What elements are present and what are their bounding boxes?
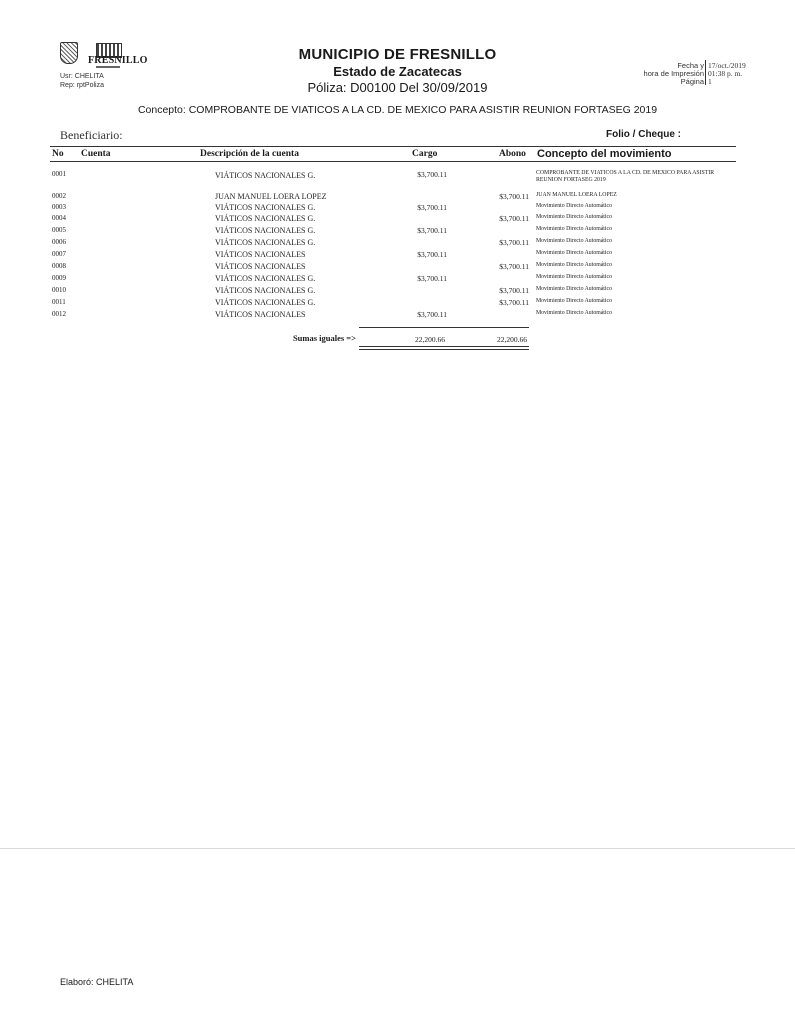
- table-row: [0, 286, 795, 297]
- row-cargo: $3,700.11: [417, 226, 447, 235]
- row-cargo: $3,700.11: [417, 170, 447, 179]
- meta-value-hora: 01:38 p. m.: [708, 69, 743, 78]
- row-concepto: Movimiento Directo Automático: [536, 310, 612, 316]
- row-no: 0003: [52, 203, 66, 211]
- row-descripcion: VIÁTICOS NACIONALES: [215, 310, 306, 319]
- row-descripcion: VIÁTICOS NACIONALES G.: [215, 214, 316, 223]
- row-concepto: JUAN MANUEL LOERA LOPEZ: [536, 192, 617, 198]
- row-cargo: $3,700.11: [417, 310, 447, 319]
- row-concepto: COMPROBANTE DE VIATICOS A LA CD. DE MEXICO PARA ASISTIR REUNION FORTASEG 2019: [536, 170, 715, 183]
- table-row: [0, 298, 795, 309]
- row-descripcion: VIÁTICOS NACIONALES: [215, 262, 306, 271]
- sum-double-rule-1: [359, 346, 529, 347]
- column-header-descripcion: Descripción de la cuenta: [200, 149, 299, 159]
- row-no: 0002: [52, 192, 66, 200]
- total-cargo: 22,200.66: [415, 335, 445, 344]
- row-no: 0007: [52, 250, 66, 258]
- row-concepto: Movimiento Directo Automático: [536, 214, 612, 220]
- meta-label-fecha: Fecha y: [677, 61, 704, 70]
- column-header-abono: Abono: [499, 149, 526, 159]
- row-descripcion: VIÁTICOS NACIONALES G.: [215, 226, 316, 235]
- row-cargo: $3,700.11: [417, 274, 447, 283]
- meta-value-fecha: 17/oct./2019: [708, 61, 746, 70]
- table-row: [0, 250, 795, 261]
- page-subtitle: Estado de Zacatecas: [333, 64, 462, 79]
- table-row: [0, 214, 795, 225]
- row-cargo: $3,700.11: [417, 203, 447, 212]
- row-descripcion: VIÁTICOS NACIONALES G.: [215, 274, 316, 283]
- row-abono: $3,700.11: [499, 262, 529, 271]
- row-abono: $3,700.11: [499, 192, 529, 201]
- row-abono: $3,700.11: [499, 298, 529, 307]
- row-abono: $3,700.11: [499, 214, 529, 223]
- table-row: [0, 226, 795, 237]
- report-label: Rep: rptPoliza: [60, 82, 104, 89]
- row-descripcion: VIÁTICOS NACIONALES G.: [215, 286, 316, 295]
- table-top-rule: [50, 146, 736, 147]
- row-descripcion: VIÁTICOS NACIONALES: [215, 250, 306, 259]
- row-abono: $3,700.11: [499, 238, 529, 247]
- column-header-no: No: [52, 149, 64, 159]
- row-concepto: Movimiento Directo Automático: [536, 226, 612, 232]
- table-row: [0, 274, 795, 285]
- row-cargo: $3,700.11: [417, 250, 447, 259]
- table-row: [0, 310, 795, 321]
- footer-rule: [0, 848, 795, 849]
- row-no: 0010: [52, 286, 66, 294]
- column-header-concepto: Concepto del movimiento: [537, 148, 672, 160]
- row-descripcion: VIÁTICOS NACIONALES G.: [215, 203, 316, 212]
- poliza-number: Póliza: D00100 Del 30/09/2019: [307, 80, 488, 95]
- row-concepto: Movimiento Directo Automático: [536, 250, 612, 256]
- row-concepto: Movimiento Directo Automático: [536, 298, 612, 304]
- sum-double-rule-2: [359, 349, 529, 350]
- row-concepto: Movimiento Directo Automático: [536, 262, 612, 268]
- row-abono: $3,700.11: [499, 286, 529, 295]
- total-abono: 22,200.66: [497, 335, 527, 344]
- row-no: 0001: [52, 170, 66, 178]
- row-descripcion: JUAN MANUEL LOERA LOPEZ: [215, 192, 327, 201]
- row-no: 0009: [52, 274, 66, 282]
- fresnillo-logo-text: FRESNILLO: [88, 55, 148, 66]
- row-no: 0011: [52, 298, 66, 306]
- sumas-iguales-label: Sumas iguales =>: [292, 333, 356, 343]
- row-no: 0008: [52, 262, 66, 270]
- meta-label-hora: hora de Impresión: [643, 69, 704, 78]
- row-no: 0012: [52, 310, 66, 318]
- beneficiario-label: Beneficiario:: [60, 128, 123, 142]
- table-row: [0, 192, 795, 203]
- row-no: 0004: [52, 214, 66, 222]
- elaboro-label: Elaboró: CHELITA: [60, 977, 134, 987]
- row-descripcion: VIÁTICOS NACIONALES G.: [215, 298, 316, 307]
- column-header-cuenta: Cuenta: [81, 149, 111, 159]
- row-descripcion: VIÁTICOS NACIONALES G.: [215, 171, 316, 180]
- meta-divider: [705, 60, 706, 85]
- table-row: [0, 203, 795, 214]
- table-row: [0, 238, 795, 249]
- column-header-cargo: Cargo: [412, 149, 438, 159]
- sum-top-rule: [359, 327, 529, 328]
- row-concepto: Movimiento Directo Automático: [536, 203, 612, 209]
- row-no: 0005: [52, 226, 66, 234]
- meta-value-pagina: 1: [708, 77, 712, 86]
- row-concepto: Movimiento Directo Automático: [536, 286, 612, 292]
- row-concepto: Movimiento Directo Automático: [536, 274, 612, 280]
- table-header-rule: [50, 161, 736, 162]
- row-no: 0006: [52, 238, 66, 246]
- concepto-line: Concepto: COMPROBANTE DE VIATICOS A LA CD. DE MEXICO PARA ASISTIR REUNION FORTASEG 2019: [137, 104, 658, 116]
- folio-cheque-label: Folio / Cheque :: [606, 129, 681, 140]
- table-row: [0, 170, 795, 181]
- user-label: Usr: CHELITA: [60, 73, 104, 80]
- meta-label-pagina: Página: [680, 77, 704, 86]
- row-concepto: Movimiento Directo Automático: [536, 238, 612, 244]
- table-row: [0, 262, 795, 273]
- page-title: MUNICIPIO DE FRESNILLO: [298, 46, 497, 63]
- row-descripcion: VIÁTICOS NACIONALES G.: [215, 238, 316, 247]
